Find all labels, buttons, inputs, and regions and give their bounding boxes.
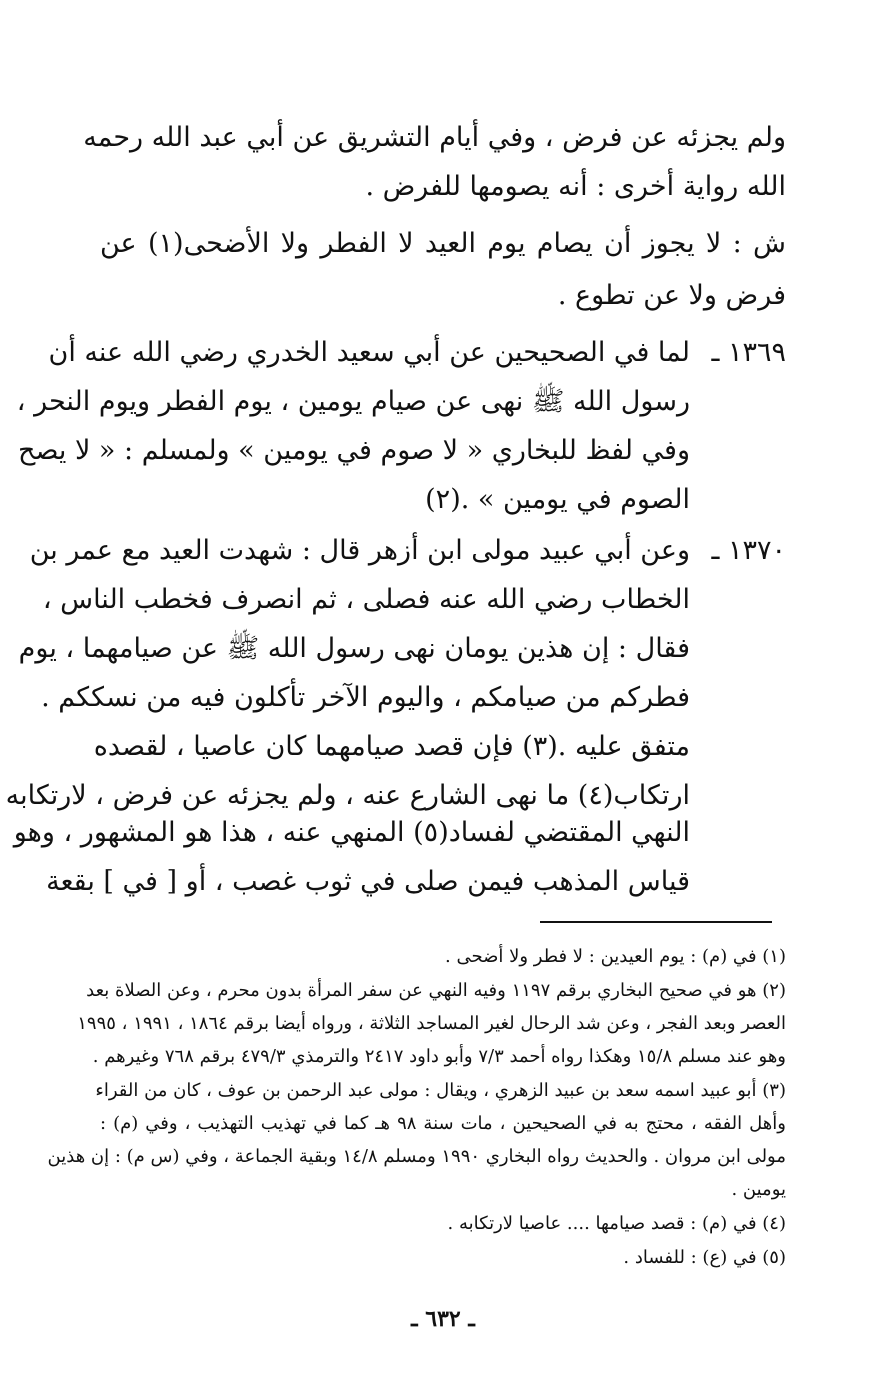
body-line: وعن أبي عبيد مولى ابن أزهر قال : شهدت العيد مع عمر بن bbox=[29, 535, 690, 566]
body-line: فرض ولا عن تطوع . bbox=[557, 280, 786, 311]
footnote-3-line: وأهل الفقه ، محتج به في الصحيحين ، مات سنة ٩٨ هـ كما في تهذيب التهذيب ، وفي (م) : bbox=[100, 1113, 786, 1134]
body-line: الصوم في يومين » .(٢) bbox=[425, 484, 690, 515]
footnote-3-line: يومين . bbox=[731, 1179, 786, 1200]
body-line: ارتكاب(٤) ما نهى الشارع عنه ، ولم يجزئه عن فرض ، لارتكابه bbox=[5, 780, 690, 811]
footnote-4: (٤) في (م) : قصد صيامها .... عاصيا لارتكابه . bbox=[447, 1213, 786, 1234]
footnote-5: (٥) في (ع) : للفساد . bbox=[623, 1247, 786, 1268]
footnote-2-line: العصر وبعد الفجر ، وعن شد الرحال لغير المساجد الثلاثة ، ورواه أيضا برقم ١٨٦٤ ، ١٩٩١ ، ١٩٩٥ bbox=[77, 1013, 786, 1034]
body-line: النهي المقتضي لفساد(٥) المنهي عنه ، هذا هو المشهور ، وهو bbox=[13, 817, 690, 848]
hadith-number: ١٣٦٩ ـ bbox=[711, 337, 786, 368]
footnote-2-line: وهو عند مسلم ١٥/٨ وهكذا رواه أحمد ٧/٣ وأبو داود ٢٤١٧ والترمذي ٤٧٩/٣ برقم ٧٦٨ وغيرهم . bbox=[92, 1046, 786, 1067]
footnote-2-line: (٢) هو في صحيح البخاري برقم ١١٩٧ وفيه النهي عن سفر المرأة بدون محرم ، وعن الصلاة بعد bbox=[86, 980, 786, 1001]
hadith-number: ١٣٧٠ ـ bbox=[711, 535, 786, 566]
body-line: لما في الصحيحين عن أبي سعيد الخدري رضي الله عنه أن bbox=[48, 337, 690, 368]
body-line: قياس المذهب فيمن صلى في ثوب غصب ، أو [ في ] بقعة bbox=[46, 866, 690, 897]
body-line: فطركم من صيامكم ، واليوم الآخر تأكلون فيه من نسككم . bbox=[41, 682, 690, 713]
body-line: الله رواية أخرى : أنه يصومها للفرض . bbox=[365, 171, 786, 202]
body-line: الخطاب رضي الله عنه فصلى ، ثم انصرف فخطب الناس ، bbox=[42, 584, 690, 615]
body-line: رسول الله ﷺ نهى عن صيام يومين ، يوم الفطر ويوم النحر ، bbox=[16, 386, 690, 417]
body-line: متفق عليه .(٣) فإن قصد صيامهما كان عاصيا ، لقصده bbox=[93, 731, 690, 762]
footnote-3-line: (٣) أبو عبيد اسمه سعد بن عبيد الزهري ، ويقال : مولى عبد الرحمن بن عوف ، كان من القراء bbox=[95, 1080, 786, 1101]
footnote-1: (١) في (م) : يوم العيدين : لا فطر ولا أضحى . bbox=[445, 946, 786, 967]
body-line: وفي لفظ للبخاري « لا صوم في يومين » ولمسلم : « لا يصح bbox=[18, 435, 690, 466]
footnote-separator bbox=[540, 921, 772, 923]
body-line: فقال : إن هذين يومان نهى رسول الله ﷺ عن صيامهما ، يوم bbox=[18, 633, 690, 664]
body-line: ش : لا يجوز أن يصام يوم العيد لا الفطر ولا الأضحى(١) عن bbox=[100, 228, 787, 259]
page-number: ـ ٦٣٢ ـ bbox=[411, 1306, 475, 1332]
body-line: ولم يجزئه عن فرض ، وفي أيام التشريق عن أبي عبد الله رحمه bbox=[83, 122, 786, 153]
footnote-3-line: مولى ابن مروان . والحديث رواه البخاري ١٩٩٠ ومسلم ١٤/٨ وبقية الجماعة ، وفي (س م) : إن هذين bbox=[47, 1146, 786, 1167]
